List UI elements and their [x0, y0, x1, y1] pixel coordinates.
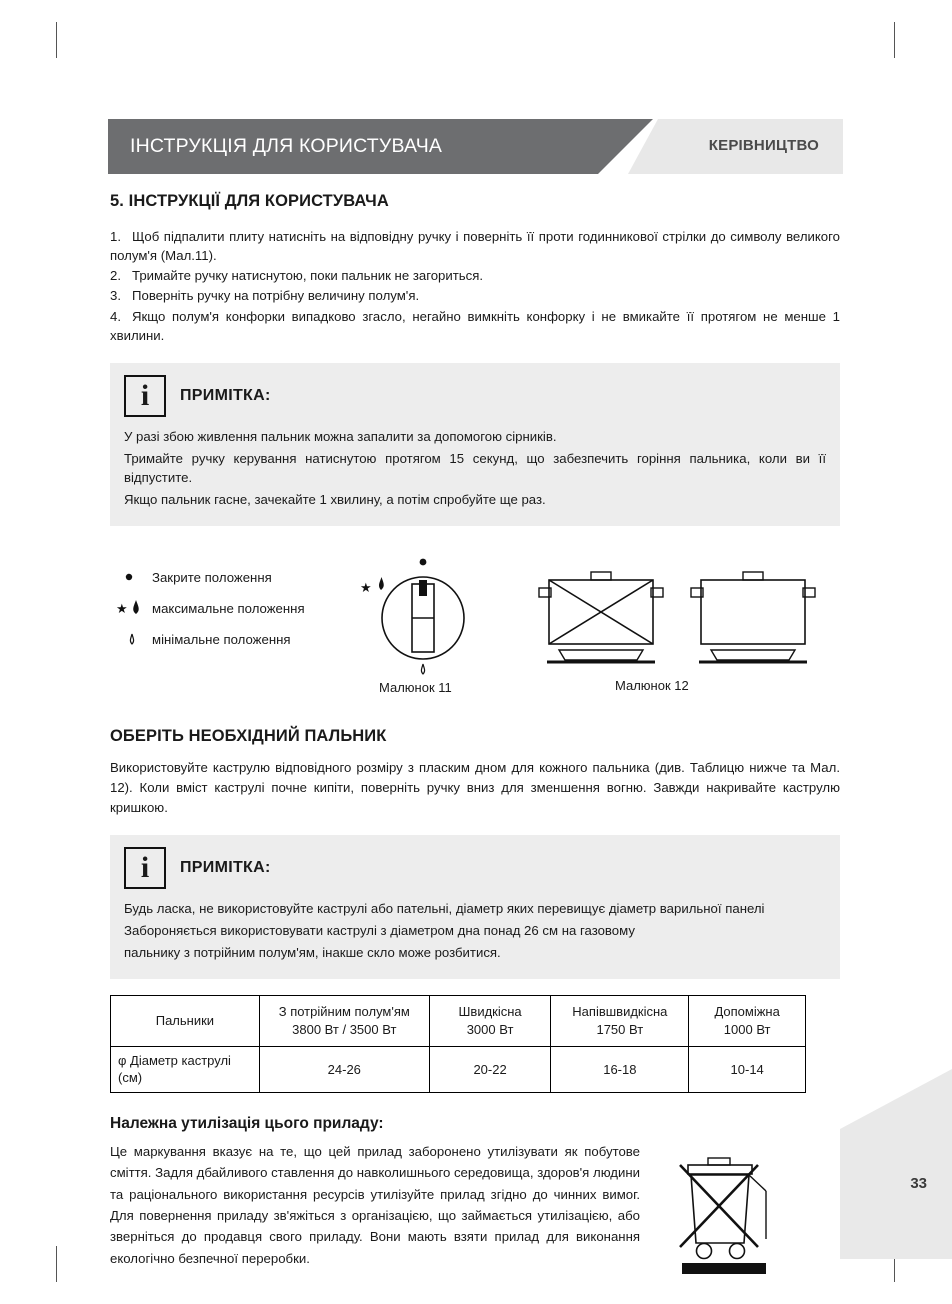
note-line: Будь ласка, не використовуйте каструлі або пательні, діаметр яких перевищує діаметр варильної панелі [124, 901, 765, 917]
table-row-label [111, 1046, 260, 1092]
note-header [124, 375, 826, 417]
closed-position-dot-icon [116, 570, 142, 585]
cell-line-2: 3000 Вт [466, 1021, 514, 1037]
crop-mark-top-right [894, 22, 895, 58]
table-cell: 24-26 [259, 1046, 429, 1092]
note-line: пальнику з потрійним полум'ям, інакше скло може розбитися. [124, 945, 501, 961]
page-content [110, 192, 840, 1282]
legend-label: мінімальне положення [152, 632, 291, 648]
svg-text:★: ★ [360, 580, 372, 596]
cell-line-2: 1750 Вт [596, 1021, 644, 1037]
note-header [124, 847, 826, 889]
table-row [111, 1046, 806, 1092]
figure-12-caption: Малюнок 12 [615, 678, 689, 694]
list-item-number: 4. [110, 308, 121, 324]
legend-label: максимальне положення [152, 601, 305, 617]
note-line: У разі збою живлення пальник можна запалити за допомогою сірників. [124, 428, 557, 444]
list-item-text: Тримайте ручку натиснутою, поки пальник не загориться. [132, 268, 484, 284]
table-header-cell [689, 995, 806, 1046]
section-heading-choose-burner: ОБЕРІТЬ НЕОБХІДНИЙ ПАЛЬНИК [110, 727, 387, 746]
disposal-section [110, 1141, 840, 1282]
figure-12 [525, 550, 825, 694]
cell-line-1: Напівшвидкісна [572, 1004, 668, 1020]
crop-mark-top-left [56, 22, 57, 58]
cell-line-1: Допоміжна [714, 1004, 780, 1020]
note-line: Забороняється використовувати каструлі з діаметром дна понад 26 см на газовому [124, 923, 635, 939]
list-item [110, 286, 840, 305]
table-cell: 20-22 [429, 1046, 551, 1092]
cell-line-1: Пальники [155, 1013, 215, 1029]
user-instructions-list [110, 227, 840, 345]
list-item [110, 266, 840, 285]
cell-line-1: Швидкісна [458, 1004, 522, 1020]
figures-row [110, 540, 840, 705]
list-item-number: 3. [110, 288, 121, 304]
list-item [116, 624, 305, 655]
table-cell: 10-14 [689, 1046, 806, 1092]
note-line: Тримайте ручку керування натиснутою протягом 15 секунд, що забезпечить горіння пальника, коли ви її відпустите. [124, 450, 826, 486]
section-heading-user-instructions: 5. ІНСТРУКЦІЇ ДЛЯ КОРИСТУВАЧА [110, 192, 389, 210]
cell-line-2: 1000 Вт [723, 1021, 771, 1037]
figure-11-caption: Малюнок 11 [379, 680, 452, 696]
list-item [116, 562, 305, 593]
disposal-text: Це маркування вказує на те, що цей прилад заборонено утилізувати як побутове сміття. Задля дбайливого ставлення до навколишнього середовища, здоров'я людини та раціонального використання ресурсів утилізуйте прилад згідно до чинних вимог. Для повернення приладу зв'яжіться з організацією, що займається утилізацією, або зверніться до продавця свого приладу. Вони мають взяти прилад для виконання екологічно безпечної переробки. [110, 1143, 640, 1266]
svg-text:★: ★ [116, 601, 128, 617]
table-header-cell [259, 995, 429, 1046]
list-item-number: 2. [110, 268, 121, 284]
note-line: Якщо пальник гасне, зачекайте 1 хвилину, а потім спробуйте ще раз. [124, 492, 546, 508]
note-title: ПРИМІТКА: [180, 386, 271, 404]
cell-line-2: (см) [118, 1070, 143, 1086]
choose-burner-text: Використовуйте каструлю відповідного розміру з пласким дном для кожного пальника (див. Таблицю нижче та Мал. 12). Коли вміст каструлі почне кипіти, поверніть ручку вниз для зменшення вогню. Завжди накривайте каструлю кришкою. [110, 760, 840, 815]
cell-line-1: З потрійним полум'ям [278, 1004, 410, 1020]
info-icon: i [124, 847, 166, 889]
cell-line-1: φ Діаметр каструлі [118, 1052, 231, 1068]
figure-11 [355, 540, 495, 696]
info-icon: i [124, 375, 166, 417]
table-header-cell [111, 995, 260, 1046]
knob-diagram-icon [355, 540, 495, 680]
note-box-1 [110, 363, 840, 526]
list-item-text: Щоб підпалити плиту натисніть на відповідну ручку і поверніть її проти годинникової стрілки до символу великого полум'я (Мал.11). [110, 229, 840, 264]
list-item-text: Поверніть ручку на потрібну величину полум'я. [132, 288, 420, 304]
crossed-out-wheeled-bin-icon [658, 1147, 808, 1277]
list-item [110, 307, 840, 345]
page-title: ІНСТРУКЦІЯ ДЛЯ КОРИСТУВАЧА [130, 135, 443, 157]
cell-line-2: 3800 Вт / 3500 Вт [292, 1021, 397, 1037]
legend-label: Закрите положення [152, 570, 272, 586]
crop-mark-bottom-left [56, 1246, 57, 1282]
table-header-cell [429, 995, 551, 1046]
list-item-number: 1. [110, 229, 121, 244]
list-item-text: Якщо полум'я конфорки випадково згасло, негайно вимкніть конфорку і не вмикайте її протягом не менше 1 хвилини. [110, 308, 840, 343]
max-flame-icon [116, 596, 142, 621]
pot-size-diagram-icon [525, 550, 825, 675]
disposal-icon-wrap [658, 1141, 818, 1282]
table-header-row [111, 995, 806, 1046]
page-header [108, 119, 843, 174]
list-item [110, 227, 840, 265]
list-item [116, 593, 305, 624]
note-box-2 [110, 835, 840, 978]
table-cell: 16-18 [551, 1046, 689, 1092]
page-corner-decoration [840, 1069, 952, 1259]
knob-legend [116, 562, 305, 655]
page-number: 33 [910, 1175, 927, 1192]
table-header-cell [551, 995, 689, 1046]
burner-size-table [110, 995, 806, 1093]
header-right-label: КЕРІВНИЦТВО [708, 137, 819, 154]
min-flame-icon [116, 628, 142, 651]
disposal-heading: Належна утилізація цього приладу: [110, 1114, 384, 1132]
note-title: ПРИМІТКА: [180, 859, 271, 877]
